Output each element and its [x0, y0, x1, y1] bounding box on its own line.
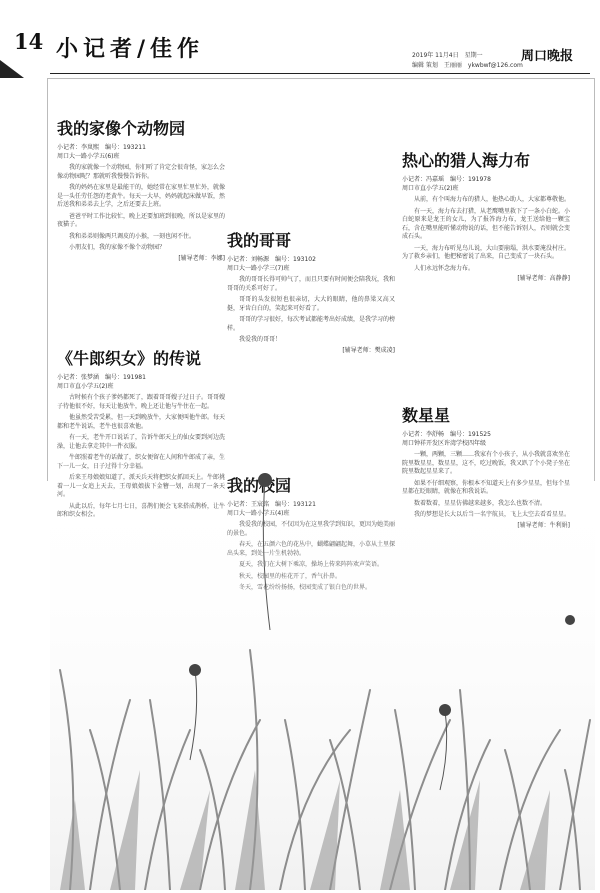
page-tab-corner [0, 60, 24, 78]
article-paragraph: 有一天，老牛开口说话了，告诉牛郎天上的仙女要到河边洗澡，让他去拿走其中一件衣服。 [57, 434, 226, 450]
article-paragraph: 从前，有个叫海力布的猎人，他热心助人，大家都尊敬他。 [414, 196, 571, 203]
header-rule [50, 73, 590, 74]
article-teacher: [辅导老师：樊成凌] [342, 346, 395, 354]
article-teacher: [辅导老师：李娜] [178, 254, 225, 262]
newspaper-name: 周口晚报 [521, 49, 574, 64]
issue-date: 2019年 11月4日 星期一 [412, 52, 483, 59]
article-paragraph: 我爱我的哥哥！ [239, 336, 282, 343]
article-title: 热心的猎人海力布 [402, 151, 531, 170]
article-paragraph: 牛郎照着老牛的话做了，织女便留在人间和牛郎成了亲，生下一儿一女，日子过得十分幸福。 [57, 454, 226, 470]
section-title: 小记者/佳作 [56, 36, 205, 62]
article-paragraph: 他虽然受苦受累，但一天到晚放牛，大家便叫他牛郎。每天都和老牛说话，老牛也很喜欢他。 [57, 414, 226, 430]
article-school: 周口大一路小学三(7)班 [227, 264, 290, 272]
article-hunter-hailibu [402, 150, 570, 294]
article-paragraph: 爸爸平时工作比较忙，晚上还要加班到很晚，所以是家里的夜猫子。 [57, 212, 226, 228]
article-paragraph: 小朋友们，我的家像不像个动物园？ [69, 244, 166, 251]
article-school: 周口市直小学五(2)班 [57, 382, 114, 390]
article-author: 小记者：刘畅源 编号：193102 [227, 256, 316, 263]
article-paragraph: 古时候有个孩子爹妈都死了，跟着哥哥嫂子过日子。哥哥嫂子待他很不好，每天让他放牛，晚上还让他与牛住在一起。 [57, 394, 226, 410]
article-author: 小记者：李岚熙 编号：193211 [57, 144, 146, 151]
article-title: 数星星 [402, 406, 451, 425]
article-paragraph: 我的哥哥长得可帅气了，而且只要有时间便会陪我玩，我和哥哥的关系可好了。 [227, 276, 396, 292]
article-paragraph: 一颗，两颗，三颗……我家有个小孩子，从小我就喜欢坐在院里数星星，数星星，这不，吃过晚饭，我又趴了个小凳子坐在 [402, 451, 571, 467]
article-paragraph: 哥哥的学习很好，每次考试都能考出好成绩，是我学习的榜样。 [227, 316, 396, 332]
article-paragraph: 有一天，海力布去打猎，从老鹰嘴里救下了一条小白蛇。小白蛇原来是龙王的女儿，为了报答海力布，龙王送给他一颗宝石，含在嘴里能听懂动物说的话，但不能告诉别人，否则就会变成石头。 [402, 207, 571, 240]
page-header [0, 0, 600, 78]
article-paragraph: 我和弟弟则像两只调皮的小猴，一刻也闲不住。 [69, 232, 196, 240]
article-title: 《牛郎织女》的传说 [57, 349, 202, 368]
article-author: 小记者：张梦涵 编号：191981 [57, 374, 146, 381]
article-animal-home [57, 118, 225, 273]
article-title: 我的哥哥 [227, 231, 292, 250]
article-school: 周口钟祥开发区许湾学校四年级 [402, 439, 487, 447]
article-paragraph: 我的妈妈在家里是最能干的，她经常在家里忙里忙外，就像是一头任劳任怨的老黄牛。每天一大早，妈妈就起床做早饭，然后送我和弟弟去上学，之后还要去上班。 [57, 184, 226, 208]
article-author: 小记者：李舒畅 编号：191525 [402, 431, 491, 438]
article-school: 周口市直小学五(2)班 [402, 184, 459, 192]
page-number: 14 [14, 29, 44, 54]
article-author: 小记者：冯嘉瑶 编号：191978 [402, 176, 491, 183]
article-teacher: [辅导老师：高静静] [517, 275, 570, 282]
article-school: 周口大一路小学五(6)班 [57, 152, 120, 160]
article-paragraph: 一天，海力布听见鸟儿说，大山要崩塌，洪水要淹没村庄。为了救乡亲们，他把秘密说了出来，自己变成了一块石头。 [402, 244, 571, 260]
grass-illustration [50, 470, 595, 890]
article-title: 我的家像个动物园 [57, 119, 186, 138]
article-my-brother [227, 230, 395, 365]
editor-line: 编辑 策划 王丽丽 ykwbwf@126.com [412, 62, 523, 69]
article-paragraph: 我的家就像一个动物园，你们听了肯定会很奇怪，家怎么会像动物园呢？那就听我慢慢告诉你。 [57, 164, 226, 180]
article-paragraph: 人们永远怀念海力布。 [414, 264, 475, 272]
article-paragraph: 哥哥的头发很短也很亲切，大大的眼睛，他的鼻梁又高又挺，牙齿白白的，笑起来可好看了。 [227, 296, 395, 312]
